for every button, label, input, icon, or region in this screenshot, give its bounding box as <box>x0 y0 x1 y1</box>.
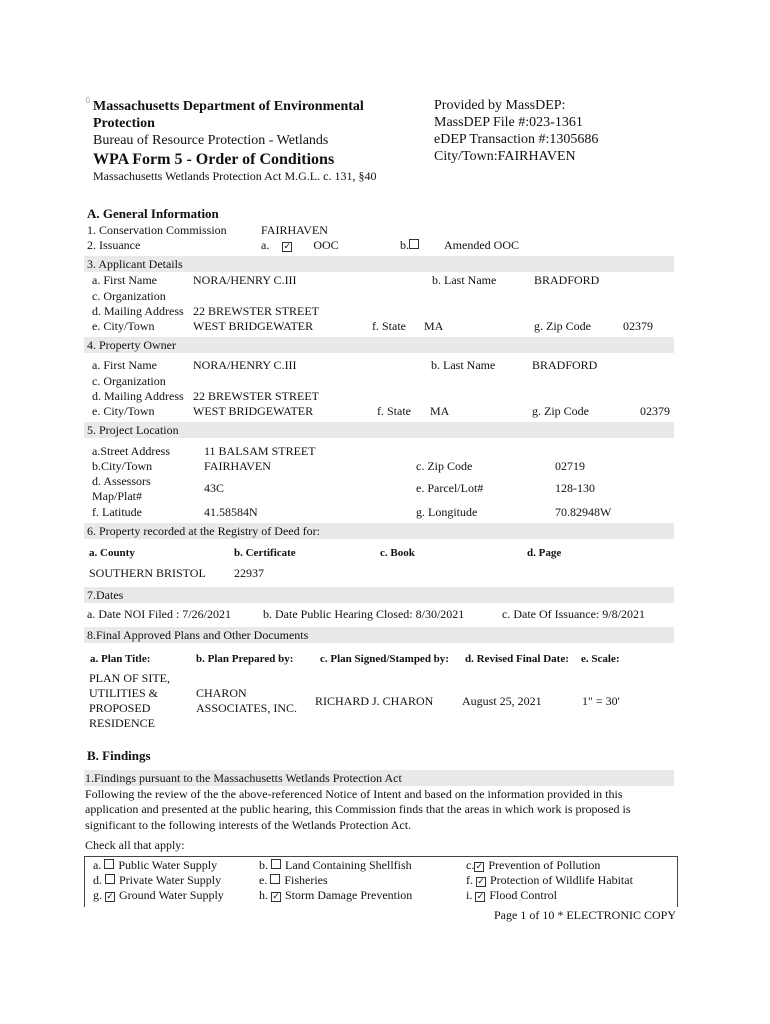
interest-label: Land Containing Shellfish <box>285 858 412 872</box>
applicant-state: MA <box>424 319 444 333</box>
applicant-org-label: c. Organization <box>92 289 166 303</box>
applicant-first-name-label: a. First Name <box>92 273 157 287</box>
parcel-value: 128-130 <box>555 481 595 495</box>
private-water-supply-checkbox[interactable] <box>105 874 115 884</box>
prevention-of-pollution-checkbox[interactable]: ✓ <box>475 862 484 872</box>
commission-value: FAIRHAVEN <box>261 223 328 237</box>
ooc-label: OOC <box>313 238 339 252</box>
interest-label: Storm Damage Prevention <box>285 888 413 902</box>
flood-control-checkbox[interactable]: ✓ <box>476 892 485 902</box>
interest-letter: e. <box>259 873 268 887</box>
interest-private-water-supply <box>93 873 221 888</box>
applicant-first-name: NORA/HENRY C.III <box>193 273 297 287</box>
location-zip: 02719 <box>555 459 585 473</box>
owner-state-label: f. State <box>377 404 411 418</box>
interest-label: Flood Control <box>489 888 558 902</box>
plan-scale-header: e. Scale: <box>581 653 620 665</box>
owner-city-label: e. City/Town <box>92 404 155 418</box>
dates-heading: 7.Dates <box>87 588 124 602</box>
owner-mailing: 22 BREWSTER STREET <box>193 389 319 403</box>
provided-by: Provided by MassDEP: <box>434 98 566 113</box>
longitude-label: g. Longitude <box>416 505 478 519</box>
registry-heading: 6. Property recorded at the Registry of Deed for: <box>87 524 320 538</box>
hearing-date: b. Date Public Hearing Closed: 8/30/2021 <box>263 607 465 621</box>
owner-last-name-label: b. Last Name <box>431 358 496 372</box>
owner-mailing-label: d. Mailing Address <box>92 389 184 403</box>
issuance-label: 2. Issuance <box>87 238 141 252</box>
interest-ground-water-supply <box>93 888 224 903</box>
commission-label: 1. Conservation Commission <box>87 223 227 237</box>
owner-first-name-label: a. First Name <box>92 358 157 372</box>
findings-paragraph-line: Following the review of the the above-referenced Notice of Intent and based on the information provided in this <box>85 787 623 801</box>
plan-signed-value: RICHARD J. CHARON <box>315 694 434 708</box>
latitude-label: f. Latitude <box>92 505 142 519</box>
street-label: a.Street Address <box>92 444 170 458</box>
plan-signed-header: c. Plan Signed/Stamped by: <box>320 653 449 665</box>
interest-label: Ground Water Supply <box>119 888 224 902</box>
certificate-label: b. Certificate <box>234 547 296 559</box>
location-heading: 5. Project Location <box>87 423 179 437</box>
amended-checkbox[interactable] <box>409 239 419 249</box>
applicant-mailing: 22 BREWSTER STREET <box>193 304 319 318</box>
land-containing-shellfish-checkbox[interactable] <box>271 859 281 869</box>
plan-prepared-header: b. Plan Prepared by: <box>196 653 294 665</box>
owner-zip-label: g. Zip Code <box>532 404 589 418</box>
bureau-name: Bureau of Resource Protection - Wetlands <box>93 133 329 148</box>
map-plat-label: Map/Plat# <box>92 489 142 503</box>
owner-zip: 02379 <box>640 404 670 418</box>
interest-protection-of-wildlife-habitat <box>466 873 633 888</box>
assessors-label: d. Assessors <box>92 474 151 488</box>
applicant-zip: 02379 <box>623 319 653 333</box>
applicant-city: WEST BRIDGEWATER <box>193 319 314 333</box>
applicant-heading: 3. Applicant Details <box>87 257 183 271</box>
applicant-state-label: f. State <box>372 319 406 333</box>
issuance-option-ooc <box>261 238 339 253</box>
interest-label: Private Water Supply <box>119 873 222 887</box>
location-zip-label: c. Zip Code <box>416 459 473 473</box>
owner-heading: 4. Property Owner <box>87 338 176 352</box>
dates-band <box>84 587 674 603</box>
location-city-label: b.City/Town <box>92 459 153 473</box>
section-a-heading: A. General Information <box>87 206 219 221</box>
certificate-value: 22937 <box>234 566 264 580</box>
interest-label: Public Water Supply <box>118 858 218 872</box>
act-reference: Massachusetts Wetlands Protection Act M.G.L. c. 131, §40 <box>93 169 377 183</box>
plan-revised-value: August 25, 2021 <box>462 694 542 708</box>
interest-letter: a. <box>93 858 102 872</box>
applicant-mailing-label: d. Mailing Address <box>92 304 184 318</box>
findings-paragraph-line: application and presented at the public hearing, this Commission finds that the areas in which work is proposed is <box>85 802 631 816</box>
interest-label: Fisheries <box>284 873 328 887</box>
plan-title-line: RESIDENCE <box>89 716 155 730</box>
issuance-b-letter: b. <box>400 238 409 252</box>
edep-transaction: eDEP Transaction #:1305686 <box>434 132 599 147</box>
owner-last-name: BRADFORD <box>532 358 598 372</box>
agency-name: Massachusetts Department of Environmental <box>93 99 364 114</box>
plan-title-line: PROPOSED <box>89 701 151 715</box>
plan-title-line: PLAN OF SITE, <box>89 671 171 685</box>
ooc-checkbox[interactable]: ✓ <box>283 242 292 252</box>
storm-damage-prevention-checkbox[interactable]: ✓ <box>272 892 280 902</box>
plan-title-line: UTILITIES & <box>89 686 158 700</box>
interest-letter: c. <box>466 858 475 872</box>
street-value: 11 BALSAM STREET <box>204 444 316 458</box>
check-all-label: Check all that apply: <box>85 838 185 852</box>
owner-org-label: c. Organization <box>92 374 166 388</box>
interest-letter: g. <box>93 888 102 902</box>
location-city: FAIRHAVEN <box>204 459 271 473</box>
interest-fisheries <box>259 873 328 888</box>
form-title: WPA Form 5 - Order of Conditions <box>93 151 335 168</box>
map-plat-value: 43C <box>204 481 225 495</box>
issuance-option-amended <box>400 238 519 253</box>
applicant-city-label: e. City/Town <box>92 319 155 333</box>
city-town-header: City/Town:FAIRHAVEN <box>434 149 576 164</box>
plan-prepared-line: CHARON <box>196 686 247 700</box>
interest-letter: b. <box>259 858 268 872</box>
massdep-file-number: MassDEP File #:023-1361 <box>434 115 583 130</box>
interest-letter: f. <box>466 873 473 887</box>
parcel-label: e. Parcel/Lot# <box>416 481 484 495</box>
amended-label: Amended OOC <box>444 238 519 252</box>
longitude-value: 70.82948W <box>555 505 612 519</box>
applicant-last-name: BRADFORD <box>534 273 600 287</box>
ground-water-supply-checkbox[interactable]: ✓ <box>106 892 114 902</box>
interest-land-containing-shellfish <box>259 858 412 873</box>
owner-first-name: NORA/HENRY C.III <box>193 358 297 372</box>
interest-label: Protection of Wildlife Habitat <box>490 873 633 887</box>
interest-label: Prevention of Pollution <box>488 858 601 872</box>
interest-letter: i. <box>466 888 473 902</box>
corner-mark: ▯ <box>86 96 90 104</box>
interest-flood-control <box>466 888 557 903</box>
plan-prepared-line: ASSOCIATES, INC. <box>196 701 298 715</box>
section-b-heading: B. Findings <box>87 748 151 763</box>
plan-title-header: a. Plan Title: <box>90 653 151 665</box>
public-water-supply-checkbox[interactable] <box>104 859 114 869</box>
noi-date: a. Date NOI Filed : 7/26/2021 <box>87 607 231 621</box>
owner-state: MA <box>430 404 450 418</box>
plan-scale-value: 1" = 30' <box>582 694 620 708</box>
interest-public-water-supply <box>93 858 217 873</box>
plan-revised-header: d. Revised Final Date: <box>465 653 569 665</box>
page-footer: Page 1 of 10 * ELECTRONIC COPY <box>494 908 676 922</box>
page-label: d. Page <box>527 547 562 559</box>
fisheries-checkbox[interactable] <box>270 874 280 884</box>
county-value: SOUTHERN BRISTOL <box>89 566 206 580</box>
findings-paragraph-line: significant to the following interests of the Wetlands Protection Act. <box>85 818 412 832</box>
interest-letter: h. <box>259 888 268 902</box>
findings-subheading: 1.Findings pursuant to the Massachusetts Wetlands Protection Act <box>85 771 402 785</box>
interest-prevention-of-pollution <box>466 858 600 873</box>
applicant-zip-label: g. Zip Code <box>534 319 591 333</box>
book-label: c. Book <box>380 547 415 559</box>
latitude-value: 41.58584N <box>204 505 258 519</box>
applicant-last-name-label: b. Last Name <box>432 273 497 287</box>
interest-storm-damage-prevention <box>259 888 412 903</box>
plans-heading: 8.Final Approved Plans and Other Documents <box>87 628 309 642</box>
owner-city: WEST BRIDGEWATER <box>193 404 314 418</box>
wildlife-habitat-checkbox[interactable]: ✓ <box>477 877 485 887</box>
county-label: a. County <box>89 547 135 559</box>
agency-name-2: Protection <box>93 116 155 131</box>
issuance-a-letter: a. <box>261 238 270 252</box>
interest-letter: d. <box>93 873 102 887</box>
issuance-date: c. Date Of Issuance: 9/8/2021 <box>502 607 645 621</box>
